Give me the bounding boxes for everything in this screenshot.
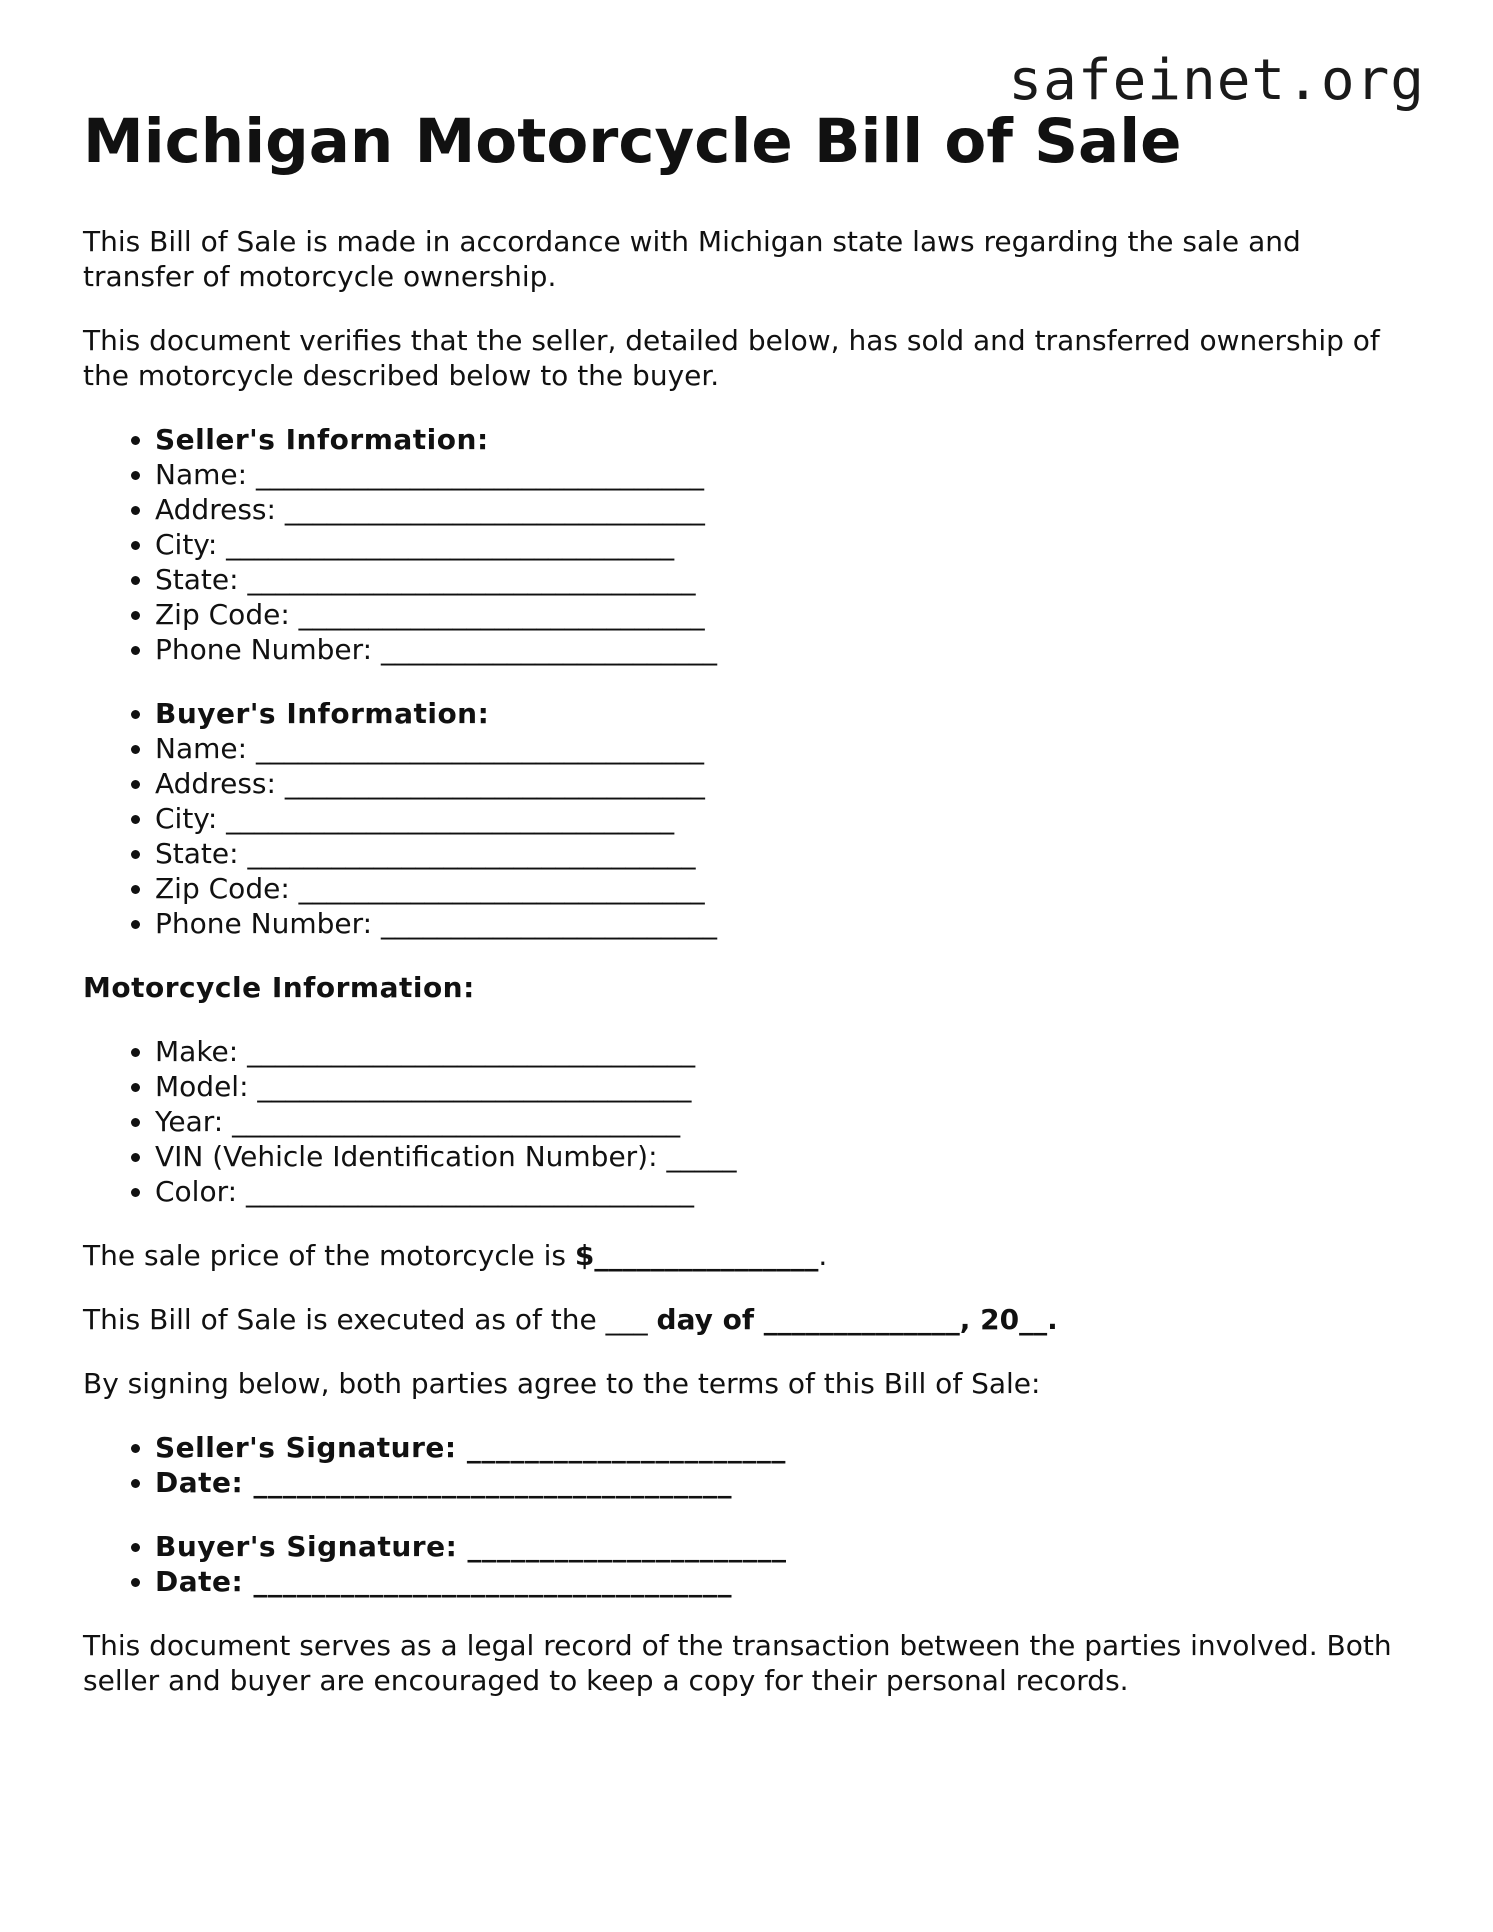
buyer-address-field: • Address: ______________________________ <box>155 766 1413 801</box>
motorcycle-color-field: • Color: ________________________________ <box>155 1174 1413 1209</box>
seller-phone-field: • Phone Number: ________________________ <box>155 632 1413 667</box>
motorcycle-model-field: • Model: _______________________________ <box>155 1069 1413 1104</box>
sale-price-end: . <box>818 1239 828 1272</box>
buyer-information-list <box>83 696 1413 941</box>
buyer-city-field: • City: ________________________________ <box>155 801 1413 836</box>
seller-state-field: • State: ________________________________ <box>155 562 1413 597</box>
buyer-date-field: • Date: _________________________________ <box>155 1564 1413 1599</box>
buyer-zip-field: • Zip Code: _____________________________ <box>155 871 1413 906</box>
motorcycle-information-heading: Motorcycle Information: <box>83 971 475 1004</box>
sale-price-paragraph <box>83 1238 1413 1273</box>
verification-paragraph: This document verifies that the seller, detailed below, has sold and transferred ownership of the motorcycle described below to the buyer. <box>83 324 1380 392</box>
seller-city-field: • City: ________________________________ <box>155 527 1413 562</box>
seller-information-heading: • Seller's Information: <box>155 422 1413 457</box>
motorcycle-make-field: • Make: ________________________________ <box>155 1034 1413 1069</box>
buyer-name-field: • Name: ________________________________ <box>155 731 1413 766</box>
buyer-signature-list <box>83 1529 1413 1599</box>
execution-date-text: This Bill of Sale is executed as of the ___ <box>83 1303 657 1336</box>
agreement-paragraph: By signing below, both parties agree to the terms of this Bill of Sale: <box>83 1367 1041 1400</box>
seller-information-list <box>83 422 1413 667</box>
seller-zip-field: • Zip Code: _____________________________ <box>155 597 1413 632</box>
seller-date-field: • Date: _________________________________ <box>155 1465 1413 1500</box>
buyer-state-field: • State: ________________________________ <box>155 836 1413 871</box>
page-title: Michigan Motorcycle Bill of Sale <box>83 106 1182 177</box>
seller-name-field: • Name: ________________________________ <box>155 457 1413 492</box>
buyer-phone-field: • Phone Number: ________________________ <box>155 906 1413 941</box>
seller-address-field: • Address: ______________________________ <box>155 492 1413 527</box>
sale-price-blank: $________________ <box>574 1239 819 1272</box>
seller-signature-field: • Seller's Signature: ______________________ <box>155 1430 1413 1465</box>
buyer-signature-field: • Buyer's Signature: ______________________ <box>155 1529 1413 1564</box>
seller-signature-list <box>83 1430 1413 1500</box>
watermark: safeinet.org <box>1008 48 1425 113</box>
closing-paragraph: This document serves as a legal record of the transaction between the parties involved. Both seller and buyer are encouraged to keep a copy for their personal records. <box>83 1629 1392 1697</box>
execution-date-paragraph <box>83 1302 1413 1337</box>
motorcycle-vin-field: • VIN (Vehicle Identification Number): _____ <box>155 1139 1413 1174</box>
document-page <box>83 104 1413 1727</box>
intro-paragraph: This Bill of Sale is made in accordance with Michigan state laws regarding the sale and transfer of motorcycle ownership. <box>83 225 1301 293</box>
sale-price-text: The sale price of the motorcycle is <box>83 1239 575 1272</box>
buyer-information-heading: • Buyer's Information: <box>155 696 1413 731</box>
motorcycle-information-list <box>83 1034 1413 1209</box>
motorcycle-year-field: • Year: ________________________________ <box>155 1104 1413 1139</box>
execution-date-blank: day of ______________, 20__. <box>656 1303 1058 1336</box>
